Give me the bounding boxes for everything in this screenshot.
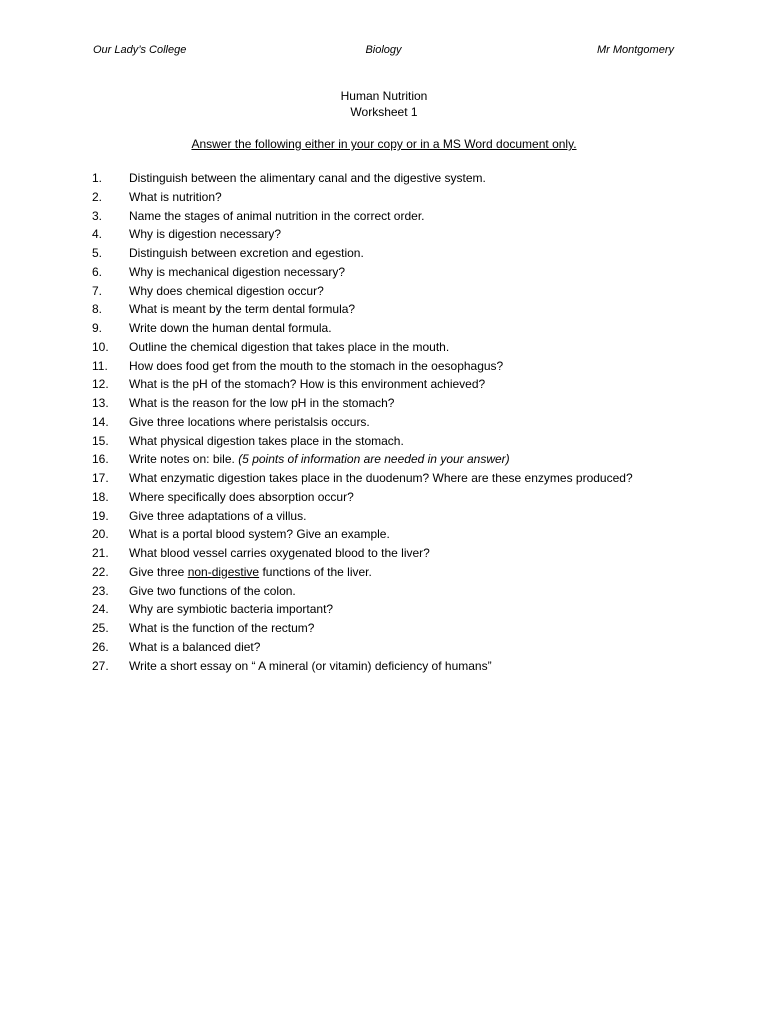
list-item (92, 507, 692, 526)
question-number: 4. (92, 227, 103, 242)
question-text (129, 338, 449, 357)
question-text-part: Why does chemical digestion occur? (129, 283, 324, 298)
question-text-part: Distinguish between excretion and egestion. (129, 246, 364, 260)
question-text (129, 432, 404, 451)
list-item (92, 300, 692, 319)
question-list (92, 169, 692, 675)
list-item (92, 657, 692, 676)
title-block (0, 88, 768, 120)
question-note: (5 points of information are needed in your answer) (238, 452, 510, 467)
list-item (92, 544, 692, 563)
question-text-part: What is the pH of the stomach? How is this environment achieved? (129, 377, 486, 392)
question-number: 16. (92, 452, 109, 467)
question-text-part: Give three adaptations of a villus. (129, 508, 307, 523)
question-number: 2. (92, 189, 103, 204)
header-school: Our Lady’s College (93, 44, 187, 56)
list-item (92, 638, 692, 657)
list-item (92, 450, 692, 469)
question-text-part: Name the stages of animal nutrition in the correct order. (129, 208, 425, 223)
list-item (92, 432, 692, 451)
question-text (129, 582, 296, 601)
question-text-part: Why are symbiotic bacteria important? (129, 602, 334, 617)
question-text-part: Give three (129, 564, 185, 579)
page-subtitle: Worksheet 1 (350, 105, 418, 119)
question-text-part: What physical digestion takes place in the stomach. (129, 433, 404, 448)
list-item (92, 207, 692, 226)
question-text-part: Outline the chemical digestion that takes place in the mouth. (129, 339, 450, 354)
list-item (92, 488, 692, 507)
question-text (129, 225, 281, 244)
question-number: 6. (92, 264, 103, 279)
question-text-part: What enzymatic digestion takes place in the duodenum? Where are these enzymes produced? (129, 471, 633, 485)
question-text (129, 207, 424, 226)
question-number: 25. (92, 621, 109, 635)
question-number: 8. (92, 302, 103, 317)
question-text-part: Give two functions of the colon. (129, 583, 296, 598)
question-underlined-term: non-digestive (187, 564, 260, 579)
list-item (92, 525, 692, 544)
list-item (92, 357, 692, 376)
question-number: 21. (92, 546, 109, 560)
list-item (92, 394, 692, 413)
question-text (129, 394, 394, 413)
question-text (129, 469, 633, 488)
question-text (129, 319, 332, 338)
list-item (92, 282, 692, 301)
header-subject: Biology (365, 44, 402, 56)
question-text (129, 413, 370, 432)
list-item (92, 188, 692, 207)
question-number: 14. (92, 414, 109, 429)
question-text (129, 563, 372, 582)
question-text-part: Where specifically does absorption occur? (129, 489, 354, 504)
question-text (129, 375, 485, 394)
question-number: 19. (92, 508, 109, 523)
question-text-part: What is the reason for the low pH in the stomach? (129, 396, 395, 410)
question-text (129, 188, 222, 207)
question-text-part: What is meant by the term dental formula? (129, 302, 356, 317)
question-number: 7. (92, 283, 103, 298)
question-text (129, 507, 306, 526)
list-item (92, 169, 692, 188)
question-text-part: Write notes on: bile. (129, 452, 235, 467)
question-text (129, 244, 364, 263)
list-item (92, 469, 692, 488)
question-text-part: What is a portal blood system? Give an example. (129, 527, 390, 542)
question-number: 22. (92, 564, 109, 579)
question-number: 20. (92, 527, 109, 542)
list-item (92, 582, 692, 601)
question-text (129, 525, 390, 544)
page-title: Human Nutrition (340, 89, 428, 103)
question-text-part: functions of the liver. (262, 564, 372, 579)
question-text (129, 169, 486, 188)
question-text (129, 638, 260, 657)
question-text-part: Write down the human dental formula. (129, 321, 332, 335)
question-text-part: Why is mechanical digestion necessary? (129, 264, 346, 279)
question-number: 3. (92, 208, 103, 223)
question-text (129, 600, 333, 619)
question-number: 18. (92, 489, 109, 504)
header-teacher: Mr Montgomery (596, 44, 674, 56)
list-item (92, 413, 692, 432)
question-text (129, 450, 510, 469)
question-number: 27. (92, 658, 109, 673)
question-number: 1. (92, 171, 103, 185)
question-text-part: Write a short essay on “ A mineral (or vitamin) deficiency of humans” (129, 658, 492, 673)
question-text-part: Give three locations where peristalsis occurs. (129, 414, 370, 429)
question-text (129, 357, 503, 376)
question-text (129, 488, 354, 507)
question-text-part: Distinguish between the alimentary canal and the digestive system. (129, 171, 486, 185)
question-number: 26. (92, 639, 109, 654)
question-number: 23. (92, 583, 109, 598)
question-text (129, 300, 355, 319)
question-number: 5. (92, 246, 103, 260)
list-item (92, 600, 692, 619)
question-text (129, 282, 324, 301)
question-number: 15. (92, 433, 109, 448)
question-number: 24. (92, 602, 109, 617)
question-number: 12. (92, 377, 109, 392)
question-text-part: What is a balanced diet? (129, 639, 261, 654)
instruction-text: Answer the following either in your copy or in a MS Word document only. (191, 137, 577, 151)
question-text-part: What is the function of the rectum? (129, 621, 315, 635)
question-number: 11. (92, 358, 108, 373)
question-number: 17. (92, 471, 109, 485)
page-header (93, 44, 674, 60)
list-item (92, 244, 692, 263)
list-item (92, 619, 692, 638)
question-text (129, 544, 430, 563)
question-text-part: What blood vessel carries oxygenated blood to the liver? (129, 546, 430, 560)
question-number: 9. (92, 321, 103, 335)
question-text-part: How does food get from the mouth to the stomach in the oesophagus? (129, 358, 504, 373)
list-item (92, 375, 692, 394)
list-item (92, 225, 692, 244)
list-item (92, 263, 692, 282)
question-text (129, 263, 345, 282)
list-item (92, 338, 692, 357)
question-text-part: Why is digestion necessary? (129, 227, 282, 242)
question-text (129, 657, 492, 676)
question-number: 10. (92, 339, 109, 354)
question-number: 13. (92, 396, 109, 410)
question-text (129, 619, 314, 638)
list-item (92, 319, 692, 338)
list-item (92, 563, 692, 582)
question-text-part: What is nutrition? (129, 189, 222, 204)
